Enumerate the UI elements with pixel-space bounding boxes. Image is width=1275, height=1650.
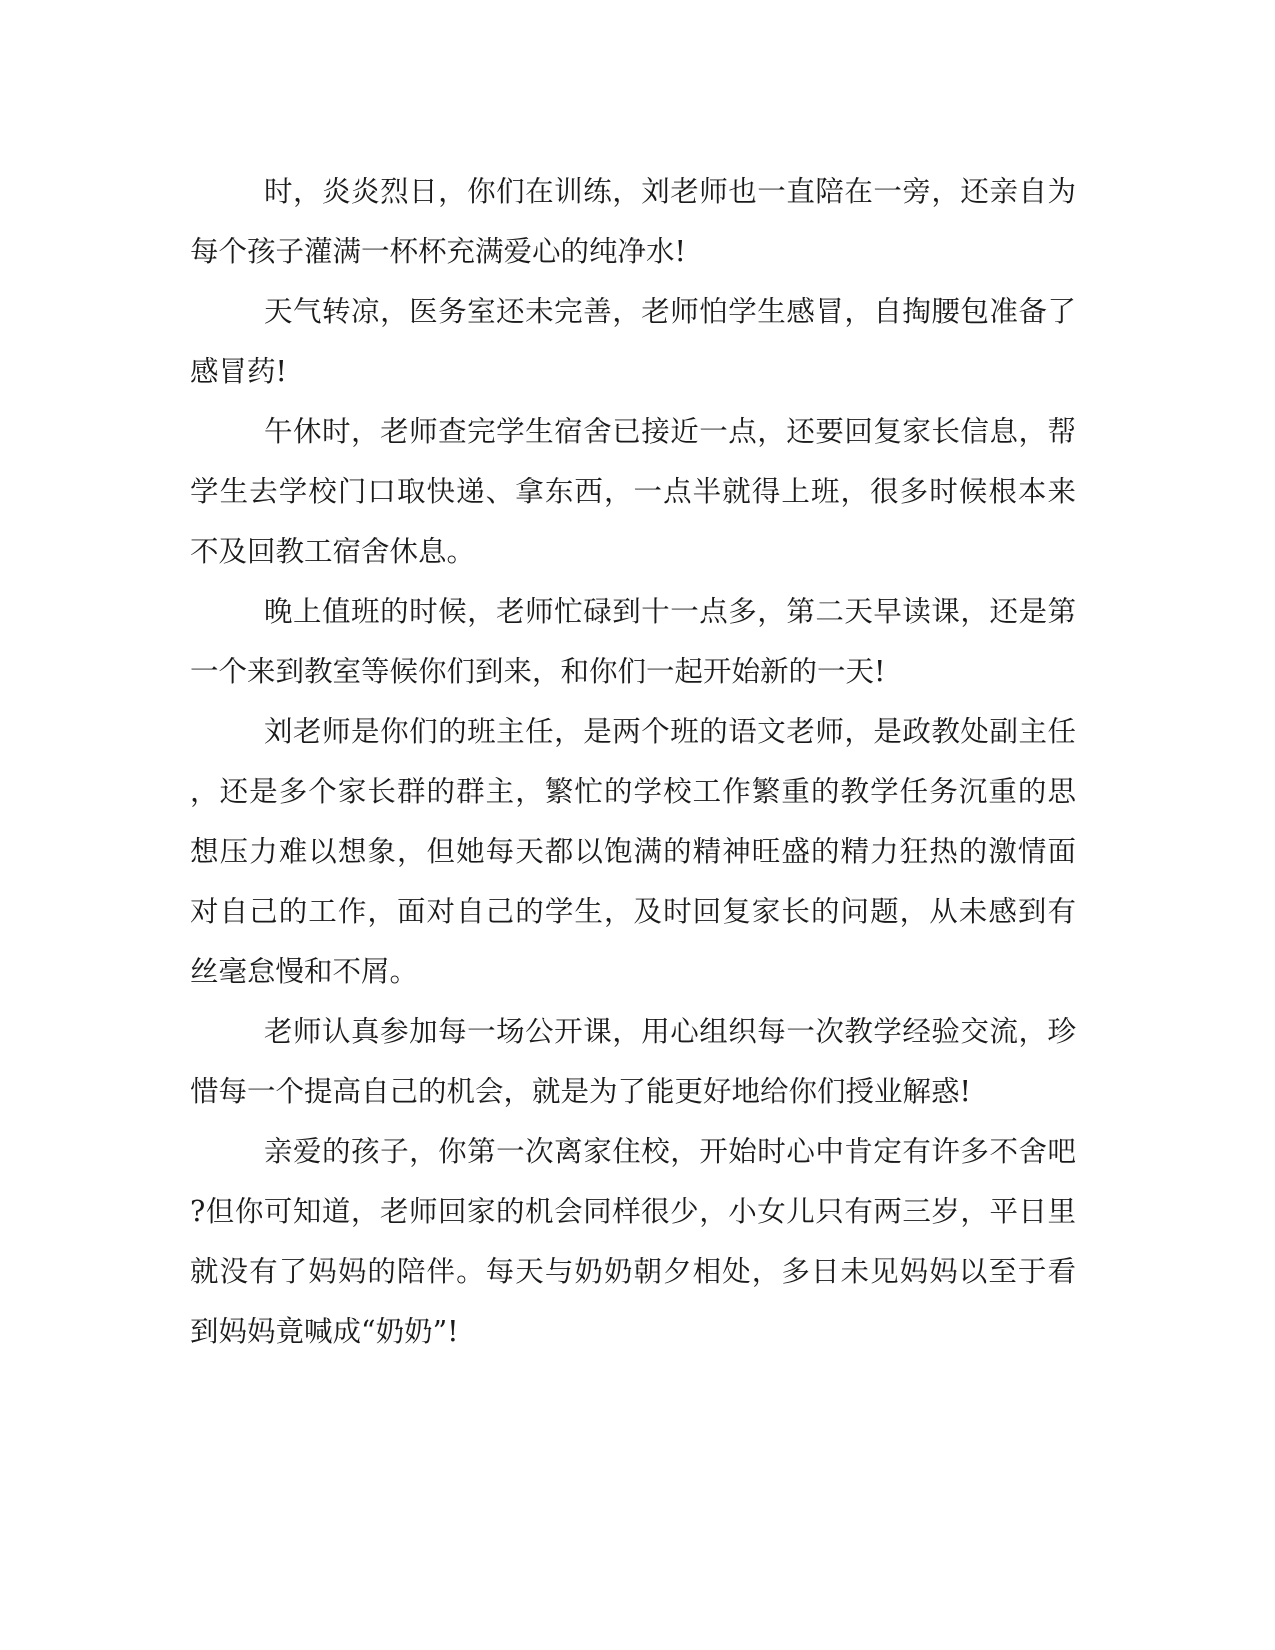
text-line: 刘老师是你们的班主任，是两个班的语文老师，是政教处副主任 xyxy=(264,715,1076,748)
text-line: ?但你可知道，老师回家的机会同样很少，小女儿只有两三岁，平日里 xyxy=(190,1195,1076,1228)
paragraph xyxy=(190,1002,1076,1122)
paragraph xyxy=(190,282,1076,402)
text-line: 到妈妈竟喊成“奶奶”! xyxy=(190,1315,459,1348)
text-line: 惜每一个提高自己的机会，就是为了能更好地给你们授业解惑! xyxy=(190,1075,971,1108)
text-line: 学生去学校门口取快递、拿东西，一点半就得上班，很多时候根本来 xyxy=(190,475,1076,508)
text-line: 对自己的工作，面对自己的学生，及时回复家长的问题，从未感到有 xyxy=(190,895,1076,928)
text-line: 每个孩子灌满一杯杯充满爱心的纯净水! xyxy=(190,235,686,268)
text-line: 感冒药! xyxy=(190,355,287,388)
document-body xyxy=(190,162,1076,1362)
paragraph xyxy=(190,402,1076,582)
paragraph xyxy=(190,162,1076,282)
paragraph xyxy=(190,702,1076,1002)
paragraph xyxy=(190,582,1076,702)
text-line: 丝毫怠慢和不屑。 xyxy=(190,955,419,988)
text-line: 想压力难以想象，但她每天都以饱满的精神旺盛的精力狂热的激情面 xyxy=(190,835,1076,868)
text-line: 午休时，老师查完学生宿舍已接近一点，还要回复家长信息，帮 xyxy=(264,415,1076,448)
text-line: 晚上值班的时候，老师忙碌到十一点多，第二天早读课，还是第 xyxy=(264,595,1076,628)
text-line: 就没有了妈妈的陪伴。每天与奶奶朝夕相处，多日未见妈妈以至于看 xyxy=(190,1255,1076,1288)
text-line: 不及回教工宿舍休息。 xyxy=(190,535,476,568)
paragraph xyxy=(190,1122,1076,1362)
text-line: 时，炎炎烈日，你们在训练，刘老师也一直陪在一旁，还亲自为 xyxy=(264,175,1076,208)
text-line: ，还是多个家长群的群主，繁忙的学校工作繁重的教学任务沉重的思 xyxy=(190,775,1076,808)
text-line: 天气转凉，医务室还未完善，老师怕学生感冒，自掏腰包准备了 xyxy=(264,295,1076,328)
text-line: 一个来到教室等候你们到来，和你们一起开始新的一天! xyxy=(190,655,886,688)
text-line: 亲爱的孩子，你第一次离家住校，开始时心中肯定有许多不舍吧 xyxy=(264,1135,1076,1168)
text-line: 老师认真参加每一场公开课，用心组织每一次教学经验交流，珍 xyxy=(264,1015,1076,1048)
